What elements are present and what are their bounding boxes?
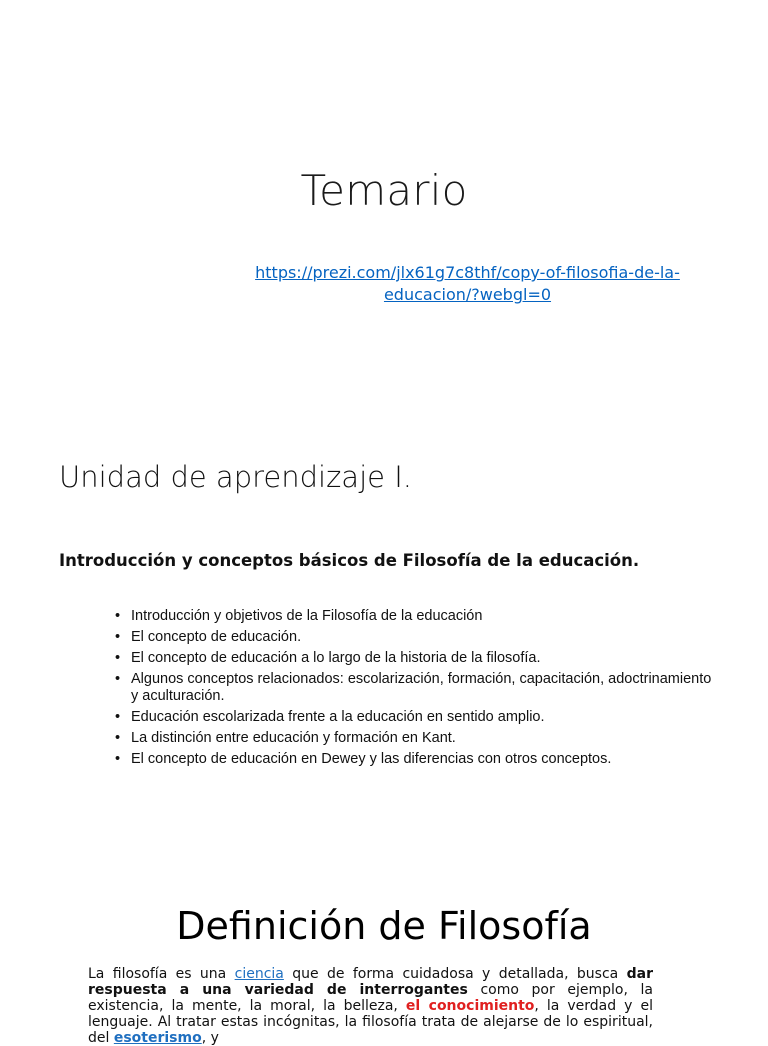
slide-subtitle: Introducción y conceptos básicos de Filosofía de la educación.	[59, 551, 640, 570]
esoterismo-link[interactable]: esoterismo	[113, 1030, 202, 1046]
slide-title: Definición de Filosofía	[176, 904, 592, 948]
paragraph-text: , la verdad y el lenguaje. Al tratar estas incógnitas, la filosofía trata de alejarse de lo espiritual, del	[88, 998, 653, 1046]
slide-unidad-aprendizaje	[0, 420, 768, 850]
definition-paragraph	[88, 966, 653, 1046]
list-item: • El concepto de educación.	[115, 629, 715, 646]
paragraph-text: , y	[201, 1030, 219, 1046]
prezi-link[interactable]	[255, 263, 680, 304]
paragraph-text: que de forma cuidadosa y detallada, busca	[283, 966, 627, 982]
slide-definicion-filosofia	[0, 850, 768, 1046]
slide-title: Unidad de aprendizaje I.	[59, 460, 412, 494]
prezi-link-container	[240, 262, 695, 306]
list-item: • Algunos conceptos relacionados: escolarización, formación, capacitación, adoctrinamiento y aculturación.	[115, 671, 715, 704]
paragraph-highlight-red: el conocimiento	[405, 998, 535, 1014]
list-item: • Introducción y objetivos de la Filosofía de la educación	[115, 608, 715, 625]
list-item: • La distinción entre educación y formación en Kant.	[115, 730, 715, 747]
paragraph-bold: dar respuesta a una variedad de interrogantes	[88, 966, 653, 998]
topic-list	[115, 608, 715, 772]
list-item: • Educación escolarizada frente a la educación en sentido amplio.	[115, 709, 715, 726]
paragraph-text: como por ejemplo, la existencia, la mente, la moral, la belleza,	[88, 982, 653, 1014]
ciencia-link[interactable]: ciencia	[234, 966, 284, 982]
prezi-link-line2: educacion/?webgl=0	[383, 285, 552, 304]
paragraph-text: La filosofía es una	[88, 966, 235, 982]
list-item: • El concepto de educación en Dewey y las diferencias con otros conceptos.	[115, 751, 715, 768]
slide-title: Temario	[300, 166, 468, 215]
slide-temario	[0, 0, 768, 420]
list-item: • El concepto de educación a lo largo de la historia de la filosofía.	[115, 650, 715, 667]
prezi-link-line1: https://prezi.com/jlx61g7c8thf/copy-of-filosofia-de-la-	[255, 263, 680, 282]
